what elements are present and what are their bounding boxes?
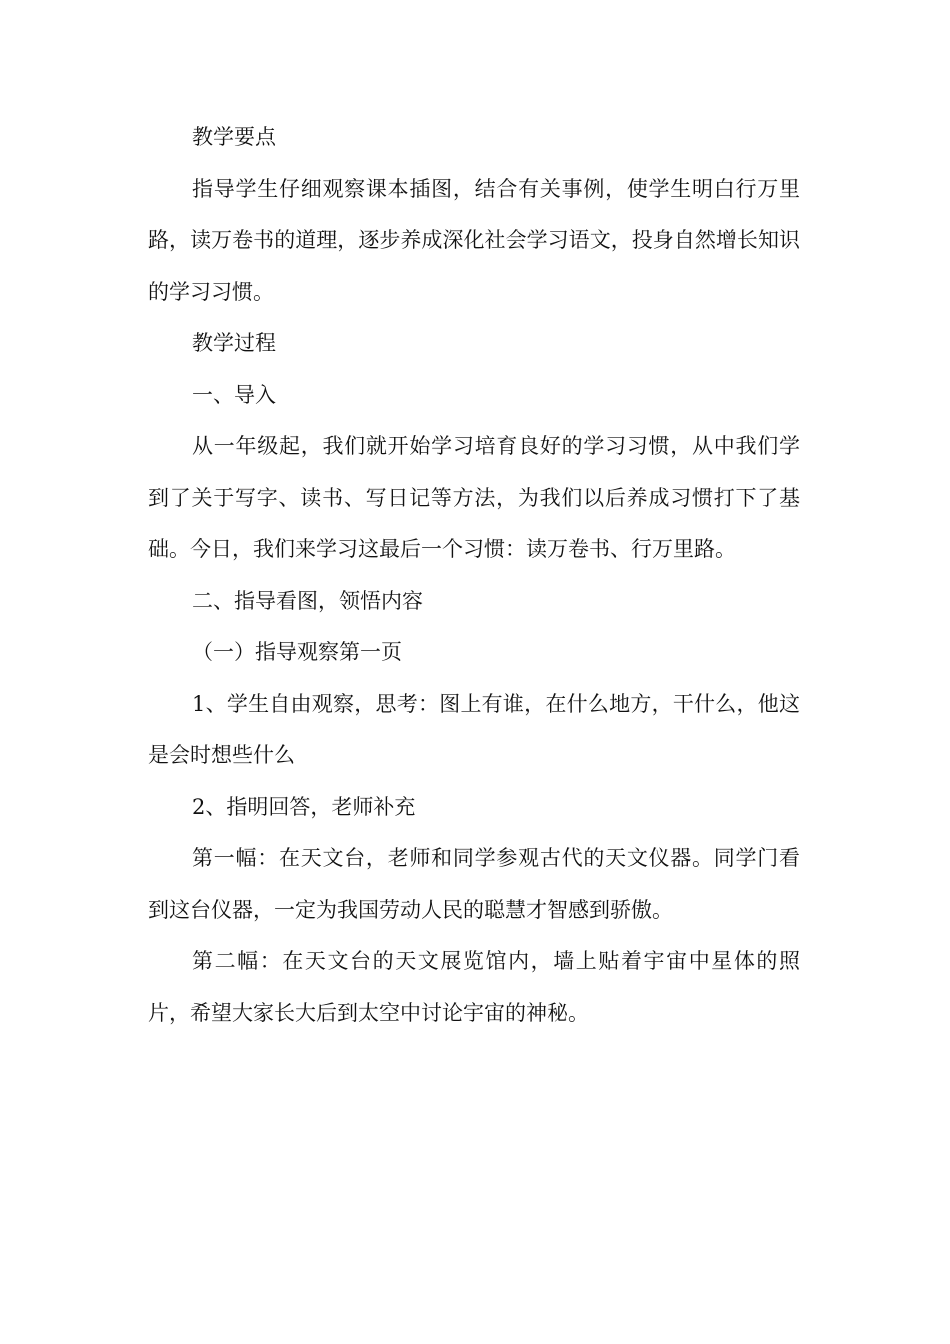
subheading-picture-guidance: 二、指导看图，领悟内容 (192, 588, 423, 613)
section-heading-teaching-process: 教学过程 (192, 331, 276, 355)
paragraph-introduction: 从一年级起，我们就开始学习培育良好的学习习惯，从中我们学到了关于写字、读书、写日记等方法，为我们以后养成习惯打下了基础。今日，我们来学习这最后一个习惯：读万卷书、行万里路。 (148, 434, 800, 561)
list-item-free-observation: 1、学生自由观察，思考：图上有谁，在什么地方，干什么，他这是会时想些什么 (148, 691, 800, 767)
subheading-page-one: （一）指导观察第一页 (192, 640, 402, 664)
section-heading-teaching-points: 教学要点 (192, 125, 276, 149)
paragraph-picture-one: 第一幅：在天文台，老师和同学参观古代的天文仪器。同学门看到这台仪器，一定为我国劳动人民的聪慧才智感到骄傲。 (148, 846, 800, 922)
paragraph-picture-two: 第二幅：在天文台的天文展览馆内，墙上贴着宇宙中星体的照片，希望大家长大后到太空中讨论宇宙的神秘。 (148, 949, 800, 1025)
list-item-answers: 2、指明回答，老师补充 (192, 794, 416, 819)
document-body (148, 112, 800, 1039)
paragraph-teaching-points: 指导学生仔细观察课本插图，结合有关事例，使学生明白行万里路，读万卷书的道理，逐步养成深化社会学习语文，投身自然增长知识的学习习惯。 (148, 176, 800, 304)
subheading-introduction: 一、导入 (192, 382, 276, 407)
